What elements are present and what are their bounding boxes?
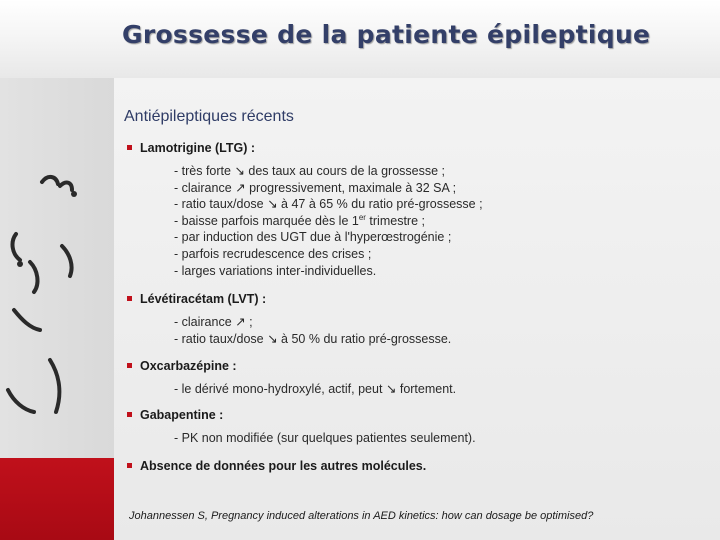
- square-bullet-icon: [127, 145, 132, 150]
- list-item: - par induction des UGT due à l'hyperœstrogénie ;: [174, 230, 452, 245]
- list-item: - très forte ↘ des taux au cours de la grossesse ;: [174, 164, 446, 178]
- square-bullet-icon: [127, 412, 132, 417]
- slide-title: Grossesse de la patiente épileptique: [122, 20, 651, 49]
- bullet-heading-text: Absence de données pour les autres molécules.: [140, 459, 427, 473]
- bullet-heading-text: Oxcarbazépine :: [140, 359, 237, 373]
- list-item: - larges variations inter-individuelles.: [174, 263, 377, 278]
- bullet-heading-text: Lévétiracétam (LVT) :: [140, 292, 267, 306]
- sub-list: [127, 430, 707, 447]
- bullet-heading: [127, 407, 707, 423]
- list-item: - PK non modifiée (sur quelques patientes seulement).: [174, 431, 476, 445]
- sub-list: [127, 163, 707, 279]
- list-item-text: - baisse parfois marquée dès le 1: [174, 213, 359, 228]
- section-oxcarbazepine: [127, 358, 707, 398]
- list-item: - clairance ↗ progressivement, maximale à 32 SA ;: [174, 180, 457, 195]
- list-item: - clairance ↗ ;: [174, 315, 253, 329]
- bullet-heading: [127, 358, 707, 374]
- square-bullet-icon: [127, 463, 132, 468]
- list-item: - ratio taux/dose ↘ à 50 % du ratio pré-grossesse.: [174, 331, 452, 346]
- runner-silhouette-decoration: [0, 150, 114, 460]
- bullet-heading: [127, 458, 707, 474]
- section-absence-donnees: [127, 458, 707, 474]
- list-item: - le dérivé mono-hydroxylé, actif, peut ↘ fortement.: [174, 382, 457, 396]
- sub-list: [127, 381, 707, 398]
- sub-list: [127, 314, 707, 347]
- red-accent-block: [0, 458, 114, 540]
- bullet-heading: [127, 291, 707, 307]
- slide-subtitle: Antiépileptiques récents: [124, 108, 294, 125]
- square-bullet-icon: [127, 363, 132, 368]
- section-levetiracetam: [127, 291, 707, 347]
- slide-content: [114, 78, 720, 540]
- square-bullet-icon: [127, 296, 132, 301]
- list-item: - parfois recrudescence des crises ;: [174, 246, 372, 261]
- section-lamotrigine: [127, 140, 707, 279]
- list-item-text: trimestre ;: [365, 213, 425, 228]
- list-item: [174, 213, 707, 230]
- citation: Johannessen S, Pregnancy induced alterations in AED kinetics: how can dosage be optimised?: [129, 510, 594, 522]
- section-gabapentine: [127, 407, 707, 447]
- bullet-heading-text: Gabapentine :: [140, 408, 224, 422]
- bullet-heading-text: Lamotrigine (LTG) :: [140, 141, 256, 155]
- superscript: er: [358, 212, 366, 222]
- list-item: - ratio taux/dose ↘ à 47 à 65 % du ratio pré-grossesse ;: [174, 197, 483, 212]
- bullet-heading: [127, 140, 707, 156]
